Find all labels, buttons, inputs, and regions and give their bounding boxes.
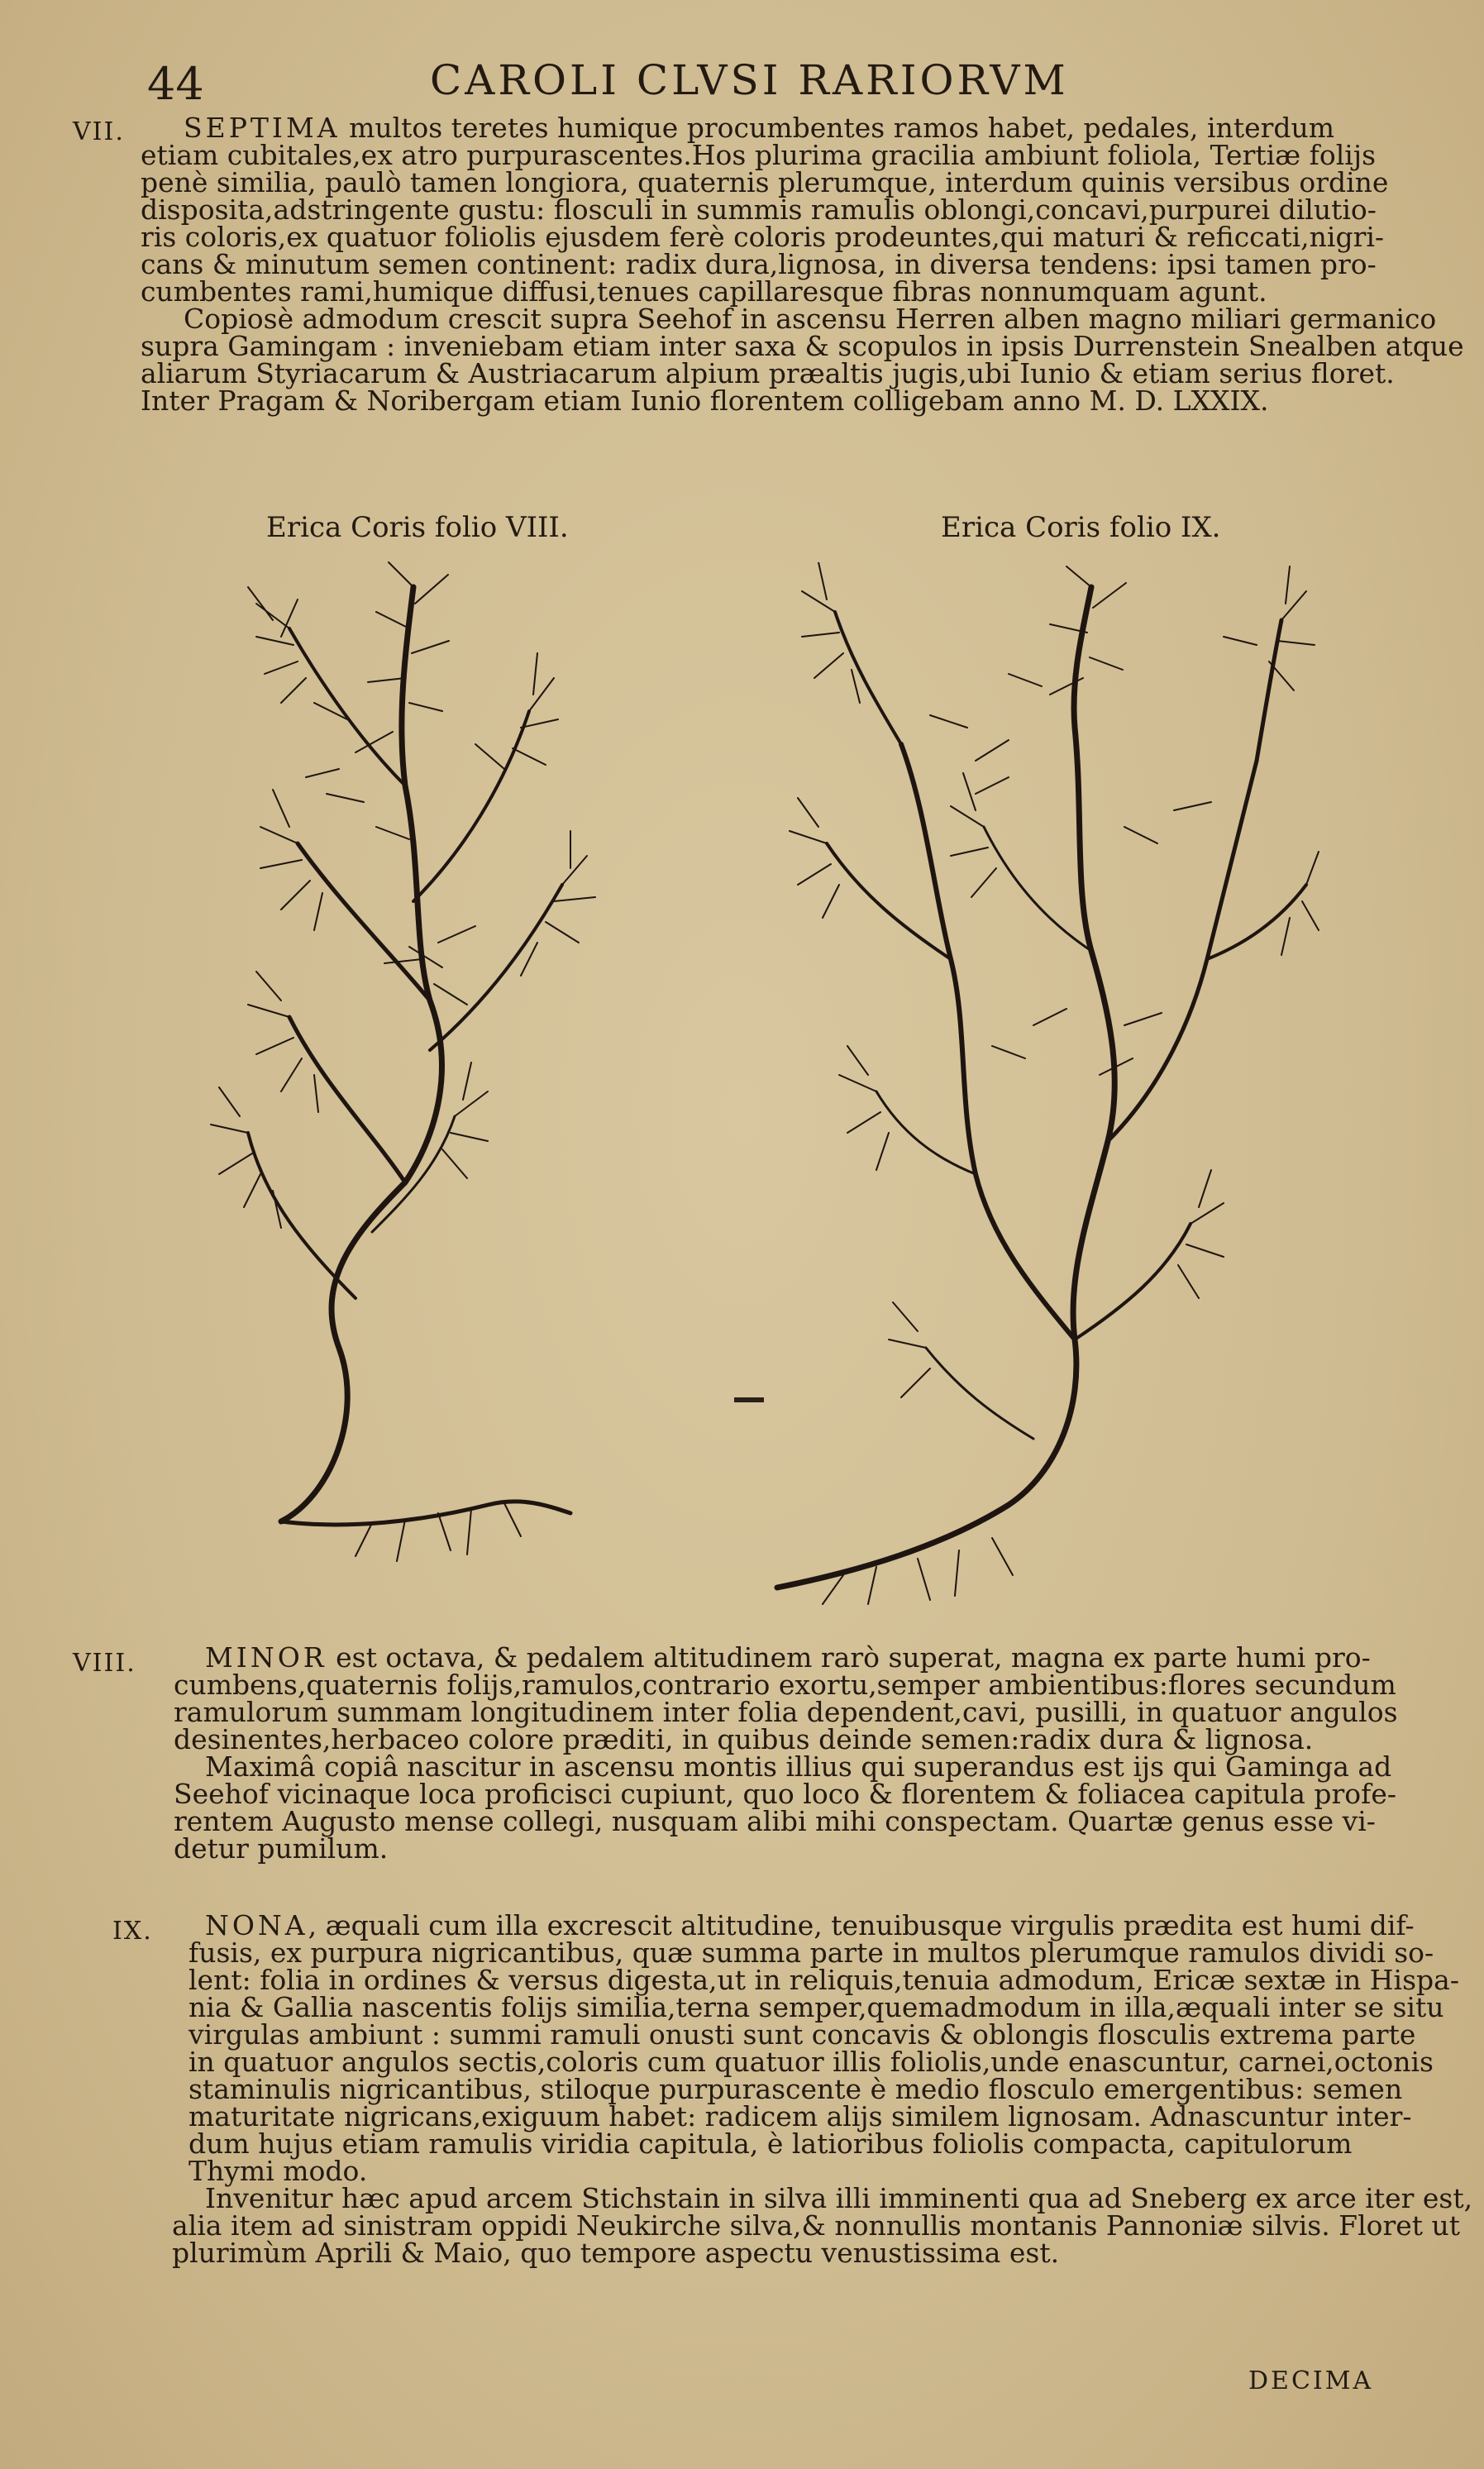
section-lead-word: SEPTIMA [184, 112, 341, 144]
text-line: ramulorum summam longitudinem inter folia dependent,cavi, pusilli, in quatuor angulos [174, 1696, 1398, 1728]
text-line: MINOR est octava, & pedalem altitudinem rarò superat, magna ex parte humi pro- [205, 1641, 1371, 1674]
text-line: penè similia, paulò tamen longiora, quaternis plerumque, interdum quinis versibus ordine [141, 166, 1389, 198]
text-line: lent: folia in ordines & versus digesta,ut in reliquis,tenuia admodum, Ericæ sextæ in Hispa- [188, 1964, 1459, 1996]
text-line: Invenitur hæc apud arcem Stichstain in silva illi imminenti qua ad Sneberg ex arce iter est, [205, 2182, 1473, 2214]
text-line: Maximâ copiâ nascitur in ascensu montis illius qui superandus est ijs qui Gaminga ad [205, 1750, 1392, 1783]
erica-viii-illustration [157, 554, 620, 1588]
text-line: NONA, æquali cum illa excrescit altitudine, tenuibusque virgulis prædita est humi dif- [205, 1909, 1415, 1941]
section-viii-text [174, 1641, 1398, 1865]
section-marker-vii: VII. [73, 117, 125, 146]
text-line: etiam cubitales,ex atro purpurascentes.Hos plurima gracilia ambiunt foliola, Tertiæ folijs [141, 139, 1377, 171]
text-line: supra Gamingam : inveniebam etiam inter saxa & scopulos in ipsis Durrenstein Snealben atque [141, 330, 1464, 362]
catchword: DECIMA [1248, 2366, 1374, 2395]
text-line: maturitate nigricans,exiguum habet: radicem alijs similem lignosam. Adnascuntur inter- [188, 2100, 1412, 2132]
section-lead-word: MINOR [205, 1641, 327, 1674]
section-lead-word: NONA [205, 1909, 308, 1941]
text-line: staminulis nigricantibus, stiloque purpurascente è medio flosculo emergentibus: semen [188, 2073, 1403, 2105]
section-marker-ix: IX. [112, 1917, 153, 1946]
text-line: rentem Augusto mense collegi, nusquam alibi mihi conspectam. Quartæ genus esse vi- [174, 1805, 1376, 1837]
section-ix-text [172, 1909, 1473, 2269]
text-line: Thymi modo. [188, 2155, 368, 2187]
ink-mark [734, 1397, 764, 1402]
text-line: in quatuor angulos sectis,coloris cum quatuor illis foliolis,unde enascuntur, carnei,octonis [188, 2046, 1434, 2078]
page-number: 44 [147, 58, 204, 110]
text-line: aliarum Styriacarum & Austriacarum alpium præaltis jugis,ubi Iunio & etiam serius floret. [141, 357, 1395, 389]
text-line: alia item ad sinistram oppidi Neukirche silva,& nonnullis montanis Pannoniæ silvis. Floret ut [172, 2209, 1461, 2242]
erica-ix-illustration [761, 562, 1323, 1629]
text-line: Seehof vicinaque loca proficisci cupiunt, quo loco & florentem & foliacea capitula profe- [174, 1778, 1397, 1810]
text-line: nia & Gallia nascentis folijs similia,terna semper,quemadmodum in illa,æquali inter se situ [188, 1991, 1444, 2023]
section-marker-viii: VIII. [73, 1649, 136, 1678]
text-line: Copiosè admodum crescit supra Seehof in ascensu Herren alben magno miliari germanico [184, 303, 1437, 335]
text-line: plurimùm Aprili & Maio, quo tempore aspectu venustissima est. [172, 2237, 1060, 2269]
text-line: virgulas ambiunt : summi ramuli onusti sunt concavis & oblongis flosculis extrema parte [188, 2018, 1416, 2051]
text-line: disposita,adstringente gustu: flosculi in summis ramulis oblongi,concavi,purpurei dilutio- [141, 193, 1377, 226]
figure-caption-ix: Erica Coris folio IX. [941, 511, 1221, 544]
text-line: detur pumilum. [174, 1832, 389, 1865]
text-line: Inter Pragam & Noribergam etiam Iunio florentem colligebam anno M. D. LXXIX. [141, 384, 1269, 417]
figure-caption-viii: Erica Coris folio VIII. [266, 511, 569, 544]
text-line: desinentes,herbaceo colore præditi, in quibus deinde semen:radix dura & lignosa. [174, 1723, 1314, 1755]
text-line: cumbens,quaternis folijs,ramulos,contrario exortu,semper ambientibus:flores secundum [174, 1669, 1396, 1701]
text-line: fusis, ex purpura nigricantibus, quæ summa parte in multos plerumque ramulos dividi so- [188, 1937, 1434, 1969]
text-line: ris coloris,ex quatuor foliolis ejusdem ferè coloris prodeuntes,qui maturi & reficcati,nigri- [141, 221, 1385, 253]
running-head: CAROLI CLVSI RARIORVM [430, 56, 1069, 104]
text-line: cans & minutum semen continent: radix dura,lignosa, in diversa tendens: ipsi tamen pro- [141, 248, 1377, 280]
text-line: cumbentes rami,humique diffusi,tenues capillaresque fibras nonnumquam agunt. [141, 275, 1267, 308]
section-vii-text [141, 112, 1464, 417]
text-line: dum hujus etiam ramulis viridia capitula, è latioribus foliolis compacta, capitulorum [188, 2128, 1353, 2160]
text-line: SEPTIMA multos teretes humique procumbentes ramos habet, pedales, interdum [184, 112, 1335, 144]
